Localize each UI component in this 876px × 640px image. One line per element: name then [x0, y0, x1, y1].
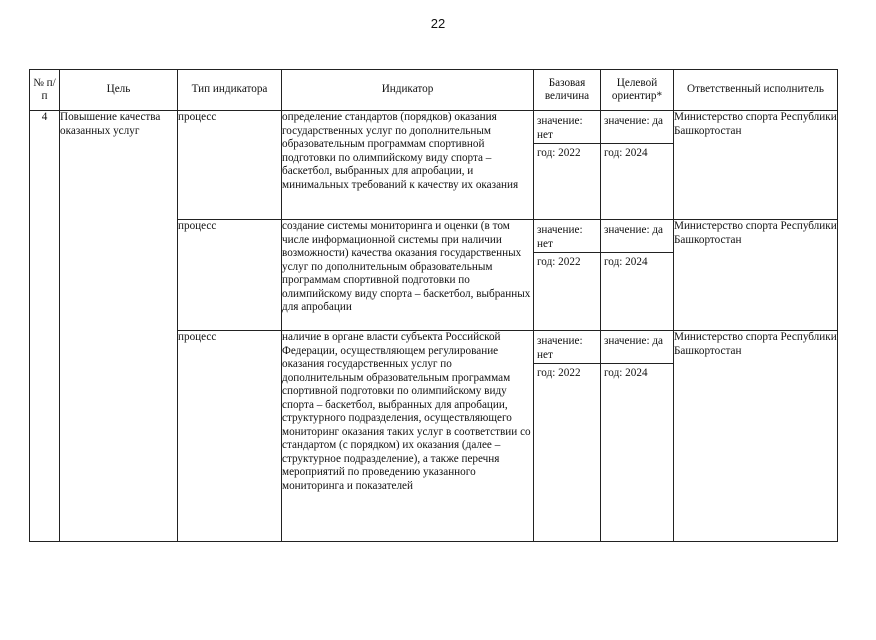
base-cell	[534, 220, 601, 331]
target-cell	[601, 111, 674, 220]
target-value: значение: да	[604, 224, 664, 236]
target-year: год: 2024	[604, 367, 648, 379]
target-cell	[601, 220, 674, 331]
responsible-cell: Министерство спорта Республики Башкортостан	[674, 111, 838, 220]
base-cell	[534, 111, 601, 220]
row-number: 4	[30, 111, 60, 542]
responsible-cell: Министерство спорта Республики Башкортостан	[674, 220, 838, 331]
header-responsible: Ответственный исполнитель	[674, 70, 838, 111]
table-row	[30, 111, 838, 220]
header-indicator: Индикатор	[282, 70, 534, 111]
indicator-cell: наличие в органе власти субъекта Российской Федерации, осуществляющем регулирование оказания государственных услуг по дополнительным образовательным программам спортивной подготовки по олимпийскому виду спорта – баскетбол, выбранных для апробации, структурного подразделения, осуществляющего мониторинг оказания таких услуг в соответствии со стандартом (с порядком) их оказания (далее – структурное подразделение), а также перечня мероприятий по проведению указанного мониторинга и показателей	[282, 331, 534, 542]
base-year: год: 2022	[537, 256, 581, 268]
indicator-cell: создание системы мониторинга и оценки (в том числе информационной системы при наличии возможности) качества оказания государственных услуг по дополнительным образовательным программам спортивной подготовки по олимпийскому виду спорта – баскетбол, выбранных для апробации	[282, 220, 534, 331]
goal-cell: Повышение качества оказанных услуг	[60, 111, 178, 542]
indicators-table	[29, 69, 838, 542]
target-year: год: 2024	[604, 256, 648, 268]
base-value: значение: нет	[537, 224, 583, 250]
header-num: № п/п	[30, 70, 60, 111]
base-value: значение: нет	[537, 335, 583, 361]
base-year: год: 2022	[537, 147, 581, 159]
responsible-cell: Министерство спорта Республики Башкортостан	[674, 331, 838, 542]
header-type: Тип индикатора	[178, 70, 282, 111]
base-cell	[534, 331, 601, 542]
table-header-row	[30, 70, 838, 111]
type-cell: процесс	[178, 331, 282, 542]
target-cell	[601, 331, 674, 542]
indicator-cell: определение стандартов (порядков) оказания государственных услуг по дополнительным образовательным программам спортивной подготовки по олимпийскому виду спорта – баскетбол, выбранных для апробации, и минимальных требований к качеству их оказания	[282, 111, 534, 220]
target-value: значение: да	[604, 115, 664, 127]
header-target: Целевой ориентир*	[601, 70, 674, 111]
target-value: значение: да	[604, 335, 664, 347]
base-value: значение: нет	[537, 115, 583, 141]
target-year: год: 2024	[604, 147, 648, 159]
type-cell: процесс	[178, 220, 282, 331]
header-goal: Цель	[60, 70, 178, 111]
page-number: 22	[430, 16, 446, 31]
base-year: год: 2022	[537, 367, 581, 379]
header-base: Базовая величина	[534, 70, 601, 111]
type-cell: процесс	[178, 111, 282, 220]
